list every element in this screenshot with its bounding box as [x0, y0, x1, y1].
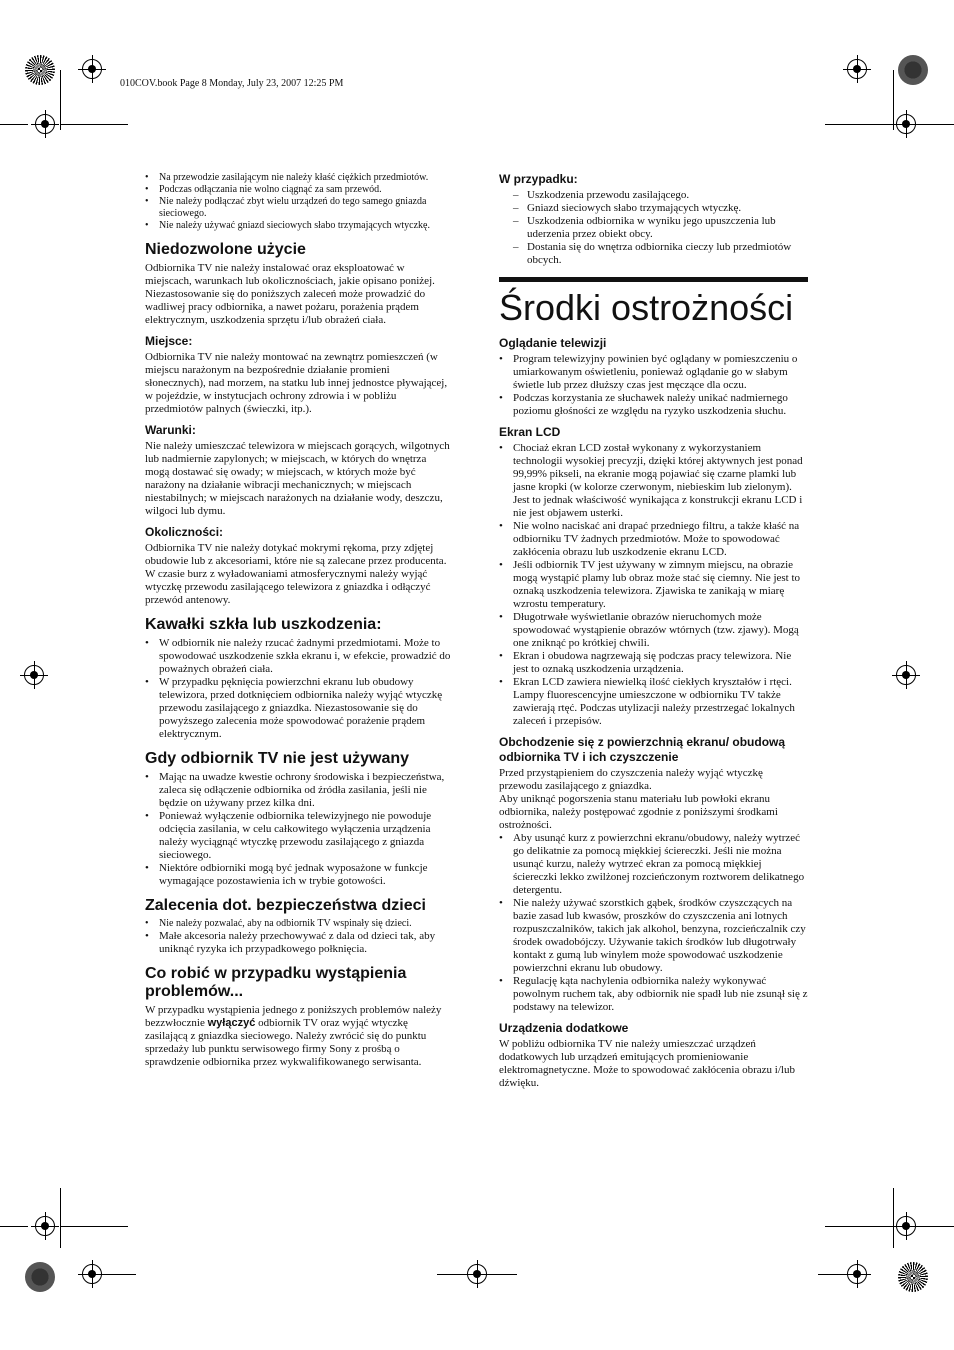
list-item: • Chociaż ekran LCD został wykonany z wykorzystaniem technologii wysokiej precyzji, dzięki której aktywnych jest ponad 99,99% pikseli, na ekranie mogą pojawiać się czarne plamki lub jasne kropki (w kolorze czerwonym, niebieskim lub zielonym). Jest to jednak właściwość wynikająca z konstrukcji ekranu LCD i nie jest objawem usterki. — [499, 442, 808, 520]
crosshair-icon — [31, 1212, 59, 1240]
list-item: • Długotrwałe wyświetlanie obrazów nieruchomych może spowodować wystąpienie obrazów wtórnych (tzw. zjawy). Mogą one zniknąć po krótkiej chwili. — [499, 611, 808, 650]
crop-mark — [825, 124, 893, 125]
list-item: • Aby usunąć kurz z powierzchni ekranu/obudowy, należy wytrzeć go delikatnie za pomocą miękkiej ściereczki. Jeśli nie można usunąć kurzu, należy wytrzeć ekran za pomocą miękkiej ściereczki lekko zwilżonej rozcieńczonym roztworem delikatnego detergentu. — [499, 832, 808, 897]
list-item: – Uszkodzenia przewodu zasilającego. — [513, 189, 808, 202]
crop-mark — [60, 70, 61, 130]
crosshair-icon — [843, 1260, 871, 1288]
crop-mark — [0, 1226, 28, 1227]
bullet-list — [145, 637, 452, 741]
paragraph-text: odbiornik TV oraz wyjąć wtyczkę zasilającą z gniazdka sieciowego. Należy zwrócić się do punktu sprzedaży lub punktu serwisowego firmy Sony z prośbą o sprawdzenie odbiornika przez wykwalifikowanego serwisanta. — [145, 1017, 427, 1068]
bullet-list — [499, 832, 808, 1014]
page-title: Środki ostrożności — [499, 287, 794, 328]
list-item: • Regulację kąta nachylenia odbiornika należy wykonywać powolnym ruchem tak, aby odbiornik nie spadł lub nie zsunął się z podstawy na telewizor. — [499, 975, 808, 1014]
crop-mark — [0, 124, 28, 125]
crosshair-icon — [78, 1260, 106, 1288]
list-item: – Gniazd sieciowych słabo trzymających wtyczkę. — [513, 202, 808, 215]
crop-mark — [825, 1226, 893, 1227]
crosshair-icon — [31, 110, 59, 138]
registration-gray-circle-icon — [898, 55, 928, 85]
crop-mark — [491, 1274, 517, 1275]
crop-mark — [818, 1274, 843, 1275]
crosshair-icon — [20, 661, 48, 689]
list-item: • Jeśli odbiornik TV jest używany w zimnym miejscu, na obrazie mogą wystąpić plamy lub obraz może stać się ciemny. Nie jest to oznaką uszkodzenia telewizora. Zjawiska te zanikają w miarę wzrostu temperatury. — [499, 559, 808, 611]
list-item: • Program telewizyjny powinien być oglądany w pomieszczeniu o umiarkowanym oświetleniu, ponieważ oglądanie go w słabym świetle lub przez dłuższy czas jest męczące dla oczu. — [499, 353, 808, 392]
paragraph: Aby uniknąć pogorszenia stanu materiału lub powłoki ekranu odbiornika, należy postępować zgodnie z poniższymi środkami ostrożności. — [499, 793, 778, 831]
list-item: • Nie należy używać gniazd sieciowych słabo trzymających wtyczkę. — [145, 220, 452, 232]
crosshair-icon — [843, 55, 871, 83]
list-item: • Na przewodzie zasilającym nie należy kłaść ciężkich przedmiotów. — [145, 172, 452, 184]
section-heading: Co robić w przypadku wystąpienia problemów... — [145, 965, 407, 1000]
list-item: – Uszkodzenia odbiornika w wyniku jego upuszczenia lub uderzenia przez obiekt obcy. — [513, 215, 808, 241]
list-item: • Ekran i obudowa nagrzewają się podczas pracy telewizora. Nie jest to oznaką uszkodzenia urządzenia. — [499, 650, 808, 676]
crop-mark — [106, 1274, 136, 1275]
emphasis-text: wyłączyć — [207, 1017, 256, 1029]
crop-mark — [893, 70, 894, 130]
subsection-heading: Oglądanie telewizji — [499, 336, 607, 350]
crop-mark — [920, 124, 954, 125]
section-heading: Gdy odbiornik TV nie jest używany — [145, 750, 410, 767]
bullet-list — [499, 353, 808, 418]
list-item: • Podczas korzystania ze słuchawek należy unikać nadmiernego poziomu głośności ze względu na ryzyko uszkodzenia słuchu. — [499, 392, 808, 418]
crosshair-icon — [78, 55, 106, 83]
list-item: • Mając na uwadze kwestie ochrony środowiska i bezpieczeństwa, zaleca się odłączenie odbiornika od źródła zasilania, jeśli nie będzie on używany przez kilka dni. — [145, 771, 452, 810]
intro-bullet-list — [145, 172, 452, 232]
paragraph: Nie należy umieszczać telewizora w miejscach gorących, wilgotnych lub nadmiernie zapylonych; w miejscach, w których do wnętrza mogą dostawać się owady; w miejscach, w których może być narażony na działanie wibracji mechanicznych; w miejscach niestabilnych; w miejscach narażonych na działanie wody, deszczu, wilgoci lub dymu. — [145, 440, 450, 517]
list-item: • Nie należy pozwalać, aby na odbiornik TV wspinały się dzieci. — [145, 918, 452, 930]
crosshair-icon — [892, 1212, 920, 1240]
bullet-list — [499, 442, 808, 728]
crop-mark — [893, 1188, 894, 1248]
list-item: • W odbiornik nie należy rzucać żadnymi przedmiotami. Może to spowodować uszkodzenie szkła ekranu i, w efekcie, prowadzić do poważnych obrażeń ciała. — [145, 637, 452, 676]
right-column — [499, 172, 808, 1090]
crosshair-icon — [892, 661, 920, 689]
section-heading: Zalecenia dot. bezpieczeństwa dzieci — [145, 897, 426, 914]
subsection-heading: Miejsce: — [145, 334, 193, 348]
list-item: • Ekran LCD zawiera niewielką ilość ciekłych kryształów i rtęci. Lampy fluorescencyjne umieszczone w odbiorniku TV także zawierają rtęć. Podczas utylizacji należy przestrzegać lokalnych zaleceń i przepisów. — [499, 676, 808, 728]
subsection-heading: W przypadku: — [499, 172, 578, 186]
section-heading: Niedozwolone użycie — [145, 241, 306, 258]
left-column — [145, 172, 452, 1069]
crop-mark — [60, 124, 128, 125]
bullet-list — [145, 918, 452, 956]
paragraph-text: W przypadku wystąpienia jednego z poniższych problemów należy bezzwłocznie — [145, 1004, 442, 1029]
paragraph: Odbiornika TV nie należy montować na zewnątrz pomieszczeń (w miejscu narażonym na bezpośrednie działanie promieni słonecznych), nad morzem, na statku lub innej jednostce pływającej, w pojeździe, w instytucjach ochrony zdrowia i w pobliżu przedmiotów palnych (świeczki, itp.). — [145, 351, 448, 415]
crosshair-icon — [892, 110, 920, 138]
crosshair-icon — [463, 1260, 491, 1288]
list-item: • Nie należy podłączać zbyt wielu urządzeń do tego samego gniazda sieciowego. — [145, 196, 452, 220]
list-item: • Ponieważ wyłączenie odbiornika telewizyjnego nie powoduje odcięcia zasilania, w celu całkowitego wyłączenia urządzenia należy wyciągnąć wtyczkę przewodu zasilającego z gniazda sieciowego. — [145, 810, 452, 862]
bullet-list — [145, 771, 452, 888]
list-item: • Małe akcesoria należy przechowywać z dala od dzieci tak, aby uniknąć ryzyka ich przypadkowego połknięcia. — [145, 930, 452, 956]
registration-sunburst-icon — [898, 1262, 928, 1292]
paragraph: W pobliżu odbiornika TV nie należy umieszczać urządzeń dodatkowych lub urządzeń emitujących promieniowanie elektromagnetyczne. Może to spowodować zakłócenia obrazu i/lub dźwięku. — [499, 1038, 795, 1089]
list-item: – Dostania się do wnętrza odbiornika cieczy lub przedmiotów obcych. — [513, 241, 808, 267]
paragraph: Odbiornika TV nie należy instalować oraz eksploatować w miejscach, warunkach lub okolicznościach, jakie opisano poniżej. Niezastosowanie się do poniższych zaleceń może prowadzić do wadliwej pracy odbiornika, a nawet pożaru, porażenia prądem elektrycznym, uszkodzenia sprzętu i/lub obrażeń ciała. — [145, 262, 435, 326]
subsection-heading: Obchodzenie się z powierzchnią ekranu/ obudową odbiornika TV i ich czyszczenie — [499, 735, 786, 764]
paragraph — [145, 1004, 452, 1069]
list-item: • Niektóre odbiorniki mogą być jednak wyposażone w funkcje wymagające pozostawienia ich w trybie gotowości. — [145, 862, 452, 888]
section-heading: Kawałki szkła lub uszkodzenia: — [145, 616, 382, 633]
crop-mark — [60, 1226, 128, 1227]
subsection-heading: Ekran LCD — [499, 425, 561, 439]
list-item: • Nie należy używać szorstkich gąbek, środków czyszczących na bazie zasad lub kwasów, proszków do czyszczenia ani lotnych rozpuszczalników, takich jak alkohol, benzyna, rozcieńczalnik czy środek owadobójczy. Używanie takich środków lub długotrwały kontakt z gumą lub winylem może spowodować uszkodzenie powierzchni ekranu lub obudowy. — [499, 897, 808, 975]
dash-list — [499, 189, 808, 267]
registration-gray-circle-icon — [25, 1262, 55, 1292]
list-item: • Podczas odłączania nie wolno ciągnąć za sam przewód. — [145, 184, 452, 196]
registration-sunburst-icon — [25, 55, 55, 85]
subsection-heading: Okoliczności: — [145, 525, 224, 539]
list-item: • W przypadku pęknięcia powierzchni ekranu lub obudowy telewizora, przed dotknięciem odbiornika należy wyjąć wtyczkę przewodu zasilającego z gniazdka. Niezastosowanie się do powyższego zalecenia może spowodować porażenie prądem elektrycznym. — [145, 676, 452, 741]
list-item: • Nie wolno naciskać ani drapać przedniego filtru, a także kłaść na odbiorniku TV żadnych przedmiotów. Może to spowodować zakłócenia obrazu lub uszkodzenie ekranu LCD. — [499, 520, 808, 559]
crop-mark — [60, 1188, 61, 1248]
subsection-heading: Urządzenia dodatkowe — [499, 1021, 629, 1035]
page-header: 010COV.book Page 8 Monday, July 23, 2007 12:25 PM — [120, 78, 344, 89]
title-rule — [499, 277, 808, 282]
crop-mark — [920, 1226, 954, 1227]
crop-mark — [437, 1274, 463, 1275]
subsection-heading: Warunki: — [145, 423, 196, 437]
paragraph: Odbiornika TV nie należy dotykać mokrymi rękoma, przy zdjętej obudowie lub z akcesoriami, które nie są zalecane przez producenta. W czasie burz z wyładowaniami atmosferycznymi należy wyjąć wtyczkę przewodu zasilającego telewizora z gniazdka i odłączyć przewód antenowy. — [145, 542, 447, 606]
paragraph: Przed przystąpieniem do czyszczenia należy wyjąć wtyczkę przewodu zasilającego z gniazdka. — [499, 767, 763, 792]
